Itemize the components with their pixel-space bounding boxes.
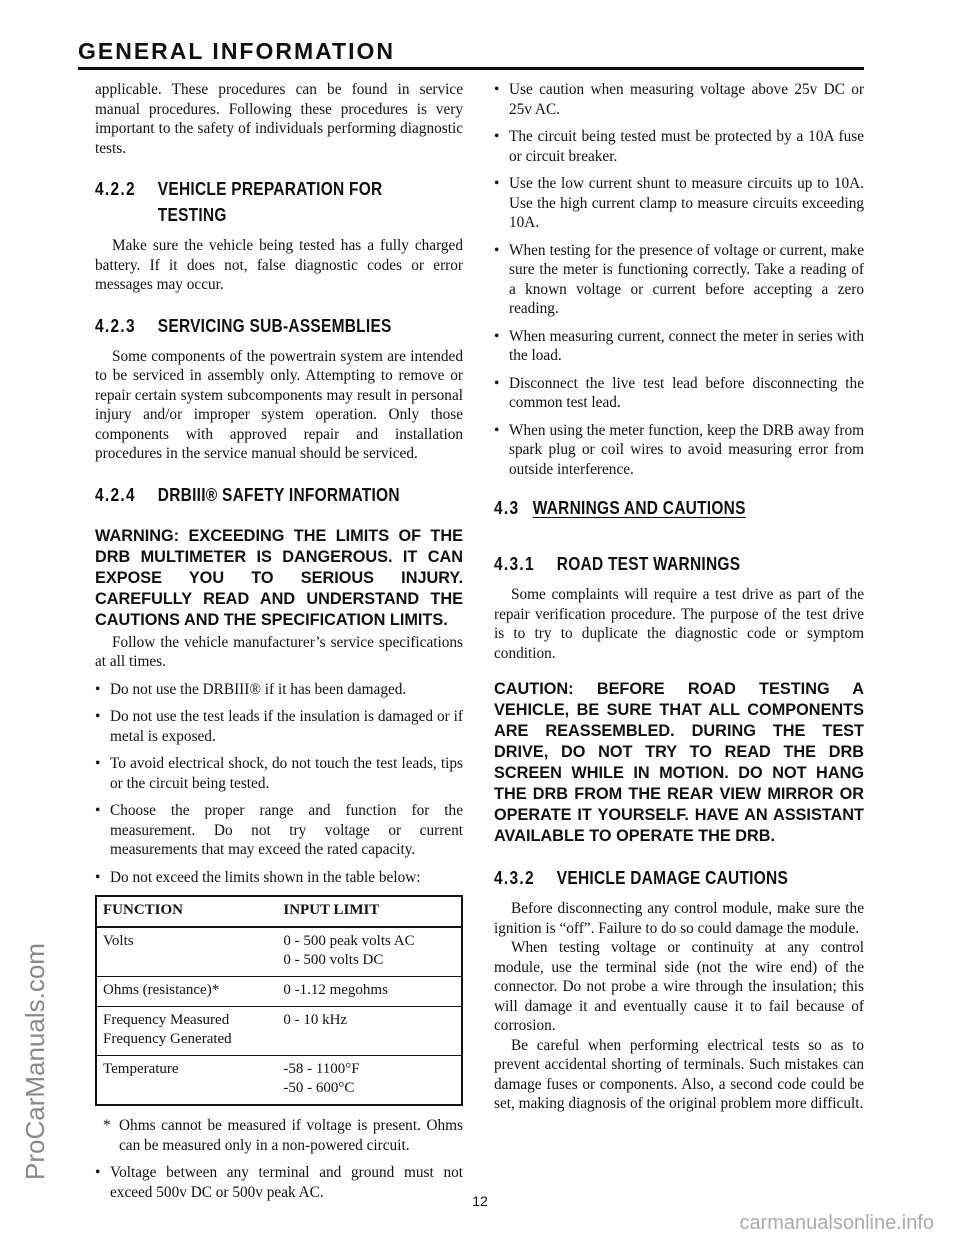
limit-text: -50 - 600°C bbox=[283, 1080, 355, 1096]
section-title: WARNINGS AND CAUTIONS bbox=[532, 498, 746, 518]
list-item: • To avoid electrical shock, do not touch the test leads, tips or the circuit being tested. bbox=[95, 754, 463, 793]
limit-cell bbox=[277, 1007, 462, 1056]
road-test-caution: CAUTION: BEFORE ROAD TESTING A VEHICLE, BE SURE THAT ALL COMPONENTS ARE REASSEMBLED. DURING THE TEST DRIVE, DO NOT TRY TO READ THE DRB SCREEN WHILE IN MOTION. DO NOT HANG THE DRB FROM THE REAR VIEW MIRROR OR OPERATE IT YOURSELF. HAVE AN ASSISTANT AVAILABLE TO OPERATE THE DRB. bbox=[494, 680, 864, 845]
damage-caution-paragraph-2: When testing voltage or continuity at any control module, use the terminal side (not the wire end) of the connector. Do not probe a wire through the insulation; this will damage it and eventually cause it to fail because of corrosion. bbox=[494, 939, 864, 1034]
function-text: Volts bbox=[103, 933, 134, 949]
right-column bbox=[494, 80, 864, 1122]
servicing-sub-assemblies-paragraph: Some components of the powertrain system are intended to be serviced in assembly only. Attempting to remove or repair certain system subcomponents may result in personal injury and/or improper system operation. Only those components with approved repair and installation procedures in the service manual should be serviced. bbox=[95, 347, 463, 462]
list-item: • Choose the proper range and function for the measurement. Do not try voltage or current measurements that may exceed the rated capacity. bbox=[95, 801, 463, 860]
limit-text: 0 - 10 kHz bbox=[283, 1012, 348, 1028]
list-item: • When measuring current, connect the meter in series with the load. bbox=[494, 327, 864, 366]
header-title: GENERAL INFORMATION bbox=[78, 38, 395, 64]
section-title: SERVICING SUB-ASSEMBLIES bbox=[157, 315, 392, 336]
limit-text: 0 - 500 peak volts AC bbox=[283, 933, 415, 949]
table-footnote bbox=[103, 1116, 463, 1155]
section-title: VEHICLE DAMAGE CAUTIONS bbox=[556, 868, 789, 888]
list-item: • Voltage between any terminal and ground must not exceed 500v DC or 500v peak AC. bbox=[95, 1163, 463, 1202]
damage-caution-paragraph-3: Be careful when performing electrical tests so as to prevent accidental shorting of terminals. Such mistakes can damage fuses or components. Also, a second code could be set, making diagnosis of the original problem more difficult. bbox=[494, 1036, 864, 1112]
function-text: Ohms (resistance)* bbox=[103, 982, 220, 998]
function-cell bbox=[96, 1056, 277, 1106]
list-item: • When using the meter function, keep the DRB away from spark plug or coil wires to avoid measuring error from outside interference. bbox=[494, 421, 864, 480]
table-header-row bbox=[96, 896, 462, 927]
function-cell bbox=[96, 1007, 277, 1056]
meter-bullet-list bbox=[494, 80, 864, 479]
limit-text: 0 -1.12 megohms bbox=[283, 982, 388, 998]
section-4-2-2-heading bbox=[95, 176, 462, 228]
section-4-3-heading bbox=[494, 495, 863, 521]
left-column bbox=[95, 80, 463, 1210]
list-item: • The circuit being tested must be protected by a 10A fuse or circuit breaker. bbox=[494, 127, 864, 166]
list-item: • Do not exceed the limits shown in the table below: bbox=[95, 868, 463, 888]
limit-cell bbox=[277, 927, 462, 977]
section-title: ROAD TEST WARNINGS bbox=[556, 554, 741, 574]
limit-cell bbox=[277, 977, 462, 1007]
list-item: • Do not use the DRBIII® if it has been damaged. bbox=[95, 680, 463, 700]
function-cell bbox=[96, 927, 277, 977]
footer-watermark: carmanualsonline.info bbox=[739, 1212, 934, 1234]
column-header-input-limit: INPUT LIMIT bbox=[277, 896, 462, 927]
section-number: 4.2.3 bbox=[95, 315, 136, 336]
intro-paragraph: applicable. These procedures can be found in service manual procedures. Following these procedures is very important to the safety of individuals performing diagnostic tests. bbox=[95, 81, 463, 157]
limit-text: -58 - 1100°F bbox=[283, 1061, 360, 1077]
side-watermark: ProCarManuals.com bbox=[20, 943, 50, 1180]
section-title: DRBIII® SAFETY INFORMATION bbox=[157, 484, 400, 505]
section-number: 4.2.2 bbox=[95, 179, 136, 199]
page-number: 12 bbox=[472, 1193, 488, 1209]
list-item: • Use the low current shunt to measure circuits up to 10A. Use the high current clamp to measure circuits exceeding 10A. bbox=[494, 174, 864, 233]
section-4-2-3-heading bbox=[95, 313, 462, 339]
list-item: • Do not use the test leads if the insulation is damaged or if metal is exposed. bbox=[95, 707, 463, 746]
function-text: Temperature bbox=[103, 1061, 179, 1077]
footnote-text: Ohms cannot be measured if voltage is present. Ohms can be measured only in a non-powered circuit. bbox=[119, 1117, 463, 1154]
list-item: • When testing for the presence of voltage or current, make sure the meter is functioning correctly. Take a reading of a known voltage or current before accepting a zero reading. bbox=[494, 241, 864, 319]
table-row bbox=[96, 1007, 462, 1056]
road-test-paragraph: Some complaints will require a test drive as part of the repair verification procedure. The purpose of the test drive is to try to duplicate the diagnostic code or symptom condition. bbox=[494, 586, 864, 662]
function-text: Frequency Generated bbox=[103, 1031, 232, 1047]
section-number: 4.3.2 bbox=[494, 868, 535, 888]
input-limits-table bbox=[95, 895, 463, 1106]
multimeter-warning: WARNING: EXCEEDING THE LIMITS OF THE DRB MULTIMETER IS DANGEROUS. IT CAN EXPOSE YOU TO SERIOUS INJURY. CAREFULLY READ AND UNDERSTAND THE CAUTIONS AND THE SPECIFICATION LIMITS. bbox=[95, 526, 463, 629]
table-row bbox=[96, 927, 462, 977]
damage-caution-paragraph-1: Before disconnecting any control module, make sure the ignition is “off”. Failure to do so could damage the module. bbox=[494, 900, 864, 937]
section-number: 4.3 bbox=[494, 498, 520, 518]
footnote-mark: * bbox=[103, 1117, 111, 1134]
table-row bbox=[96, 1056, 462, 1106]
vehicle-preparation-paragraph: Make sure the vehicle being tested has a fully charged battery. If it does not, false diagnostic codes or error messages may occur. bbox=[95, 237, 463, 293]
limit-text: 0 - 500 volts DC bbox=[283, 952, 384, 968]
column-header-function: FUNCTION bbox=[96, 896, 277, 927]
section-4-3-1-heading bbox=[494, 551, 863, 577]
table-row bbox=[96, 977, 462, 1007]
section-number: 4.2.4 bbox=[95, 484, 136, 505]
page-header bbox=[78, 38, 864, 70]
list-item: • Disconnect the live test lead before disconnecting the common test lead. bbox=[494, 374, 864, 413]
section-4-3-2-heading bbox=[494, 865, 863, 891]
section-4-2-4-heading bbox=[95, 482, 462, 508]
section-title-line2: TESTING bbox=[157, 205, 227, 225]
function-cell bbox=[96, 977, 277, 1007]
safety-bullet-list bbox=[95, 680, 463, 888]
limit-cell bbox=[277, 1056, 462, 1106]
section-number: 4.3.1 bbox=[494, 554, 535, 574]
section-title-line1: VEHICLE PREPARATION FOR bbox=[157, 179, 383, 199]
function-text: Frequency Measured bbox=[103, 1012, 230, 1028]
list-item: • Use caution when measuring voltage above 25v DC or 25v AC. bbox=[494, 80, 864, 119]
follow-specifications-paragraph: Follow the vehicle manufacturer’s service specifications at all times. bbox=[95, 633, 463, 670]
